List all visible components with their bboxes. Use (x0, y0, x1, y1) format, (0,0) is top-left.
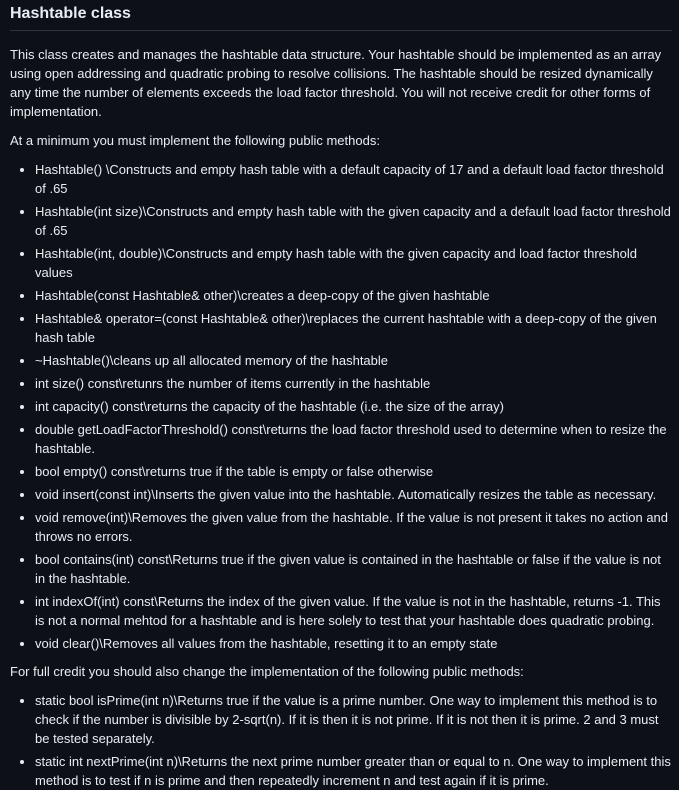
methods-list (10, 160, 672, 653)
page-title: Hashtable class (10, 4, 672, 31)
extra-methods-list (10, 691, 672, 790)
list-item: • ~Hashtable()\cleans up all allocated memory of the hashtable (35, 351, 672, 370)
list-item: • int size() const\retunrs the number of items currently in the hashtable (35, 374, 672, 393)
list-item: • Hashtable() \Constructs and empty hash table with a default capacity of 17 and a default load factor threshold of .65 (35, 160, 672, 198)
list-item: • Hashtable(const Hashtable& other)\creates a deep-copy of the given hashtable (35, 286, 672, 305)
list-item: • bool contains(int) const\Returns true if the given value is contained in the hashtable or false if the value is not in the hashtable. (35, 550, 672, 588)
list-item: • void insert(const int)\Inserts the given value into the hashtable. Automatically resizes the table as necessary. (35, 485, 672, 504)
list-item: • bool empty() const\returns true if the table is empty or false otherwise (35, 462, 672, 481)
full-credit-heading: For full credit you should also change the implementation of the following public methods: (10, 664, 524, 679)
list-item: • static bool isPrime(int n)\Returns true if the value is a prime number. One way to implement this method is to check if the number is divisible by 2-sqrt(n). If it is then it is not prime. If it is not then it is prime. 2 and 3 must be tested separately. (35, 691, 672, 748)
list-item: • int indexOf(int) const\Returns the index of the given value. If the value is not in the hashtable, returns -1. This is not a normal mehtod for a hashtable and is here solely to test that your hashtable does quadratic probing. (35, 592, 672, 630)
list-item: • int capacity() const\returns the capacity of the hashtable (i.e. the size of the array) (35, 397, 672, 416)
minimum-heading: At a minimum you must implement the following public methods: (10, 133, 380, 148)
list-item: • Hashtable(int, double)\Constructs and empty hash table with the given capacity and load factor threshold values (35, 244, 672, 282)
list-item: • static int nextPrime(int n)\Returns the next prime number greater than or equal to n. One way to implement this method is to test if n is prime and then repeatedly increment n and test again if it is prime. (35, 752, 672, 790)
list-item: • void clear()\Removes all values from the hashtable, resetting it to an empty state (35, 634, 672, 653)
list-item: • Hashtable(int size)\Constructs and empty hash table with the given capacity and a default load factor threshold of .65 (35, 202, 672, 240)
list-item: • Hashtable& operator=(const Hashtable& other)\replaces the current hashtable with a deep-copy of the given hash table (35, 309, 672, 347)
intro-paragraph: This class creates and manages the hashtable data structure. Your hashtable should be implemented as an array using open addressing and quadratic probing to resolve collisions. The hashtable should be resized dynamically any time the number of elements exceeds the load factor threshold. You will not receive credit for other forms of implementation. (10, 47, 662, 119)
list-item: • double getLoadFactorThreshold() const\returns the load factor threshold used to determine when to resize the hashtable. (35, 420, 672, 458)
list-item: • void remove(int)\Removes the given value from the hashtable. If the value is not present it takes no action and throws no errors. (35, 508, 672, 546)
